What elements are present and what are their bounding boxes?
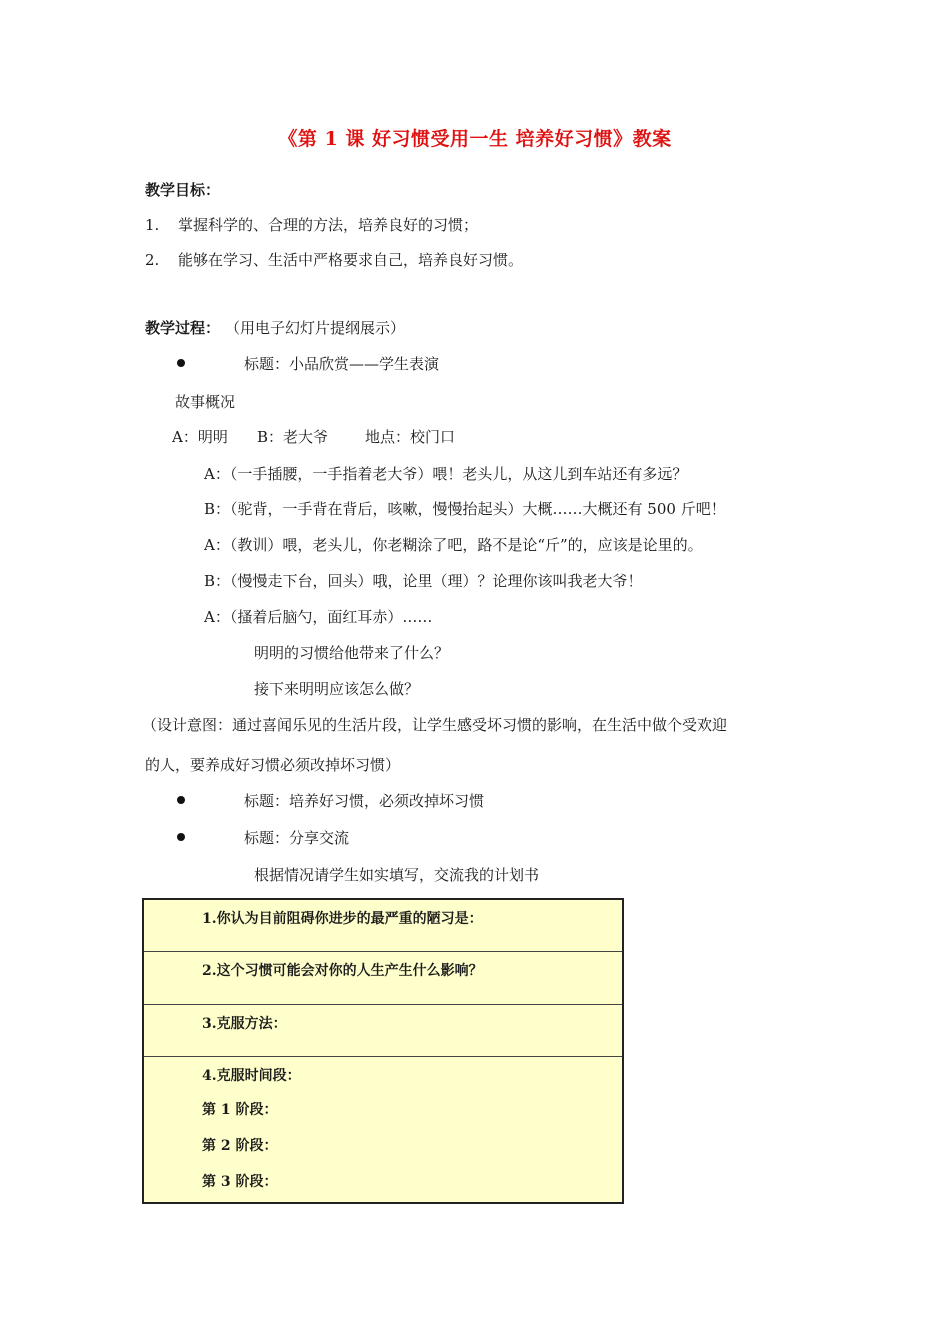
plan-instruction: 根据情况请学生如实填写，交流我的计划书: [254, 866, 540, 884]
design-intent-line-1: （设计意图：通过喜闻乐见的生活片段，让学生感受坏习惯的影响，在生活中做个受欢迎: [142, 716, 728, 734]
document-title: 《第 1 课 好习惯受用一生 培养好习惯》教案: [278, 128, 672, 150]
section2-title: 标题：培养好习惯，必须改掉坏习惯: [244, 792, 485, 810]
role-a: A：明明: [172, 428, 228, 446]
plan-row-schedule: [144, 1057, 622, 1202]
plan-row-label: 1.你认为目前阻碍你进步的最严重的陋习是：: [202, 911, 483, 927]
dialogue-line-1: A：（一手插腰，一手指着老大爷）喂！老头儿，从这儿到车站还有多远？: [204, 465, 688, 483]
objective-text-2: 能够在学习、生活中严格要求自己，培养良好习惯。: [178, 251, 524, 269]
section1-title: 标题：小品欣赏——学生表演: [244, 355, 440, 373]
bullet-icon: [177, 833, 185, 841]
section3-title: 标题：分享交流: [244, 829, 350, 847]
plan-stage-2: 第 2 阶段：: [202, 1138, 278, 1154]
bullet-icon: [177, 796, 185, 804]
objectives-heading: 教学目标：: [145, 181, 221, 199]
bullet-icon: [177, 359, 185, 367]
objective-number-2: 2.: [145, 251, 160, 269]
objective-text-1: 掌握科学的、合理的方法，培养良好的习惯；: [178, 216, 479, 234]
plan-stage-1: 第 1 阶段：: [202, 1102, 278, 1118]
plan-table: [142, 898, 624, 1204]
process-heading: 教学过程：: [145, 319, 221, 337]
plan-row-method: [144, 1005, 622, 1057]
plan-row-label: 2.这个习惯可能会对你的人生产生什么影响？: [202, 963, 483, 979]
objective-number-1: 1.: [145, 216, 160, 234]
dialogue-line-5: A：（搔着后脑勺，面红耳赤）……: [204, 608, 433, 626]
plan-row-impact: [144, 952, 622, 1005]
design-intent-line-2: 的人，要养成好习惯必须改掉坏习惯）: [145, 756, 401, 774]
process-note: （用电子幻灯片提纲展示）: [225, 319, 406, 337]
discussion-question-2: 接下来明明应该怎么做？: [254, 680, 420, 698]
story-overview: 故事概况: [175, 393, 236, 411]
discussion-question-1: 明明的习惯给他带来了什么？: [254, 644, 450, 662]
dialogue-line-4: B：（慢慢走下台，回头）哦，论里（理）？论理你该叫我老大爷！: [204, 572, 643, 590]
dialogue-line-2: B：（驼背，一手背在背后，咳嗽，慢慢抬起头）大概……大概还有 500 斤吧！: [204, 500, 726, 518]
dialogue-line-3: A：（教训）喂，老头儿，你老糊涂了吧，路不是论“斤”的，应该是论里的。: [204, 536, 703, 554]
role-b: B：老大爷: [257, 428, 329, 446]
plan-row-obstacle: [144, 900, 622, 952]
plan-row-label: 3.克服方法：: [202, 1016, 287, 1032]
story-location: 地点：校门口: [365, 428, 456, 446]
plan-stage-3: 第 3 阶段：: [202, 1174, 278, 1190]
plan-row-label: 4.克服时间段：: [202, 1068, 301, 1084]
